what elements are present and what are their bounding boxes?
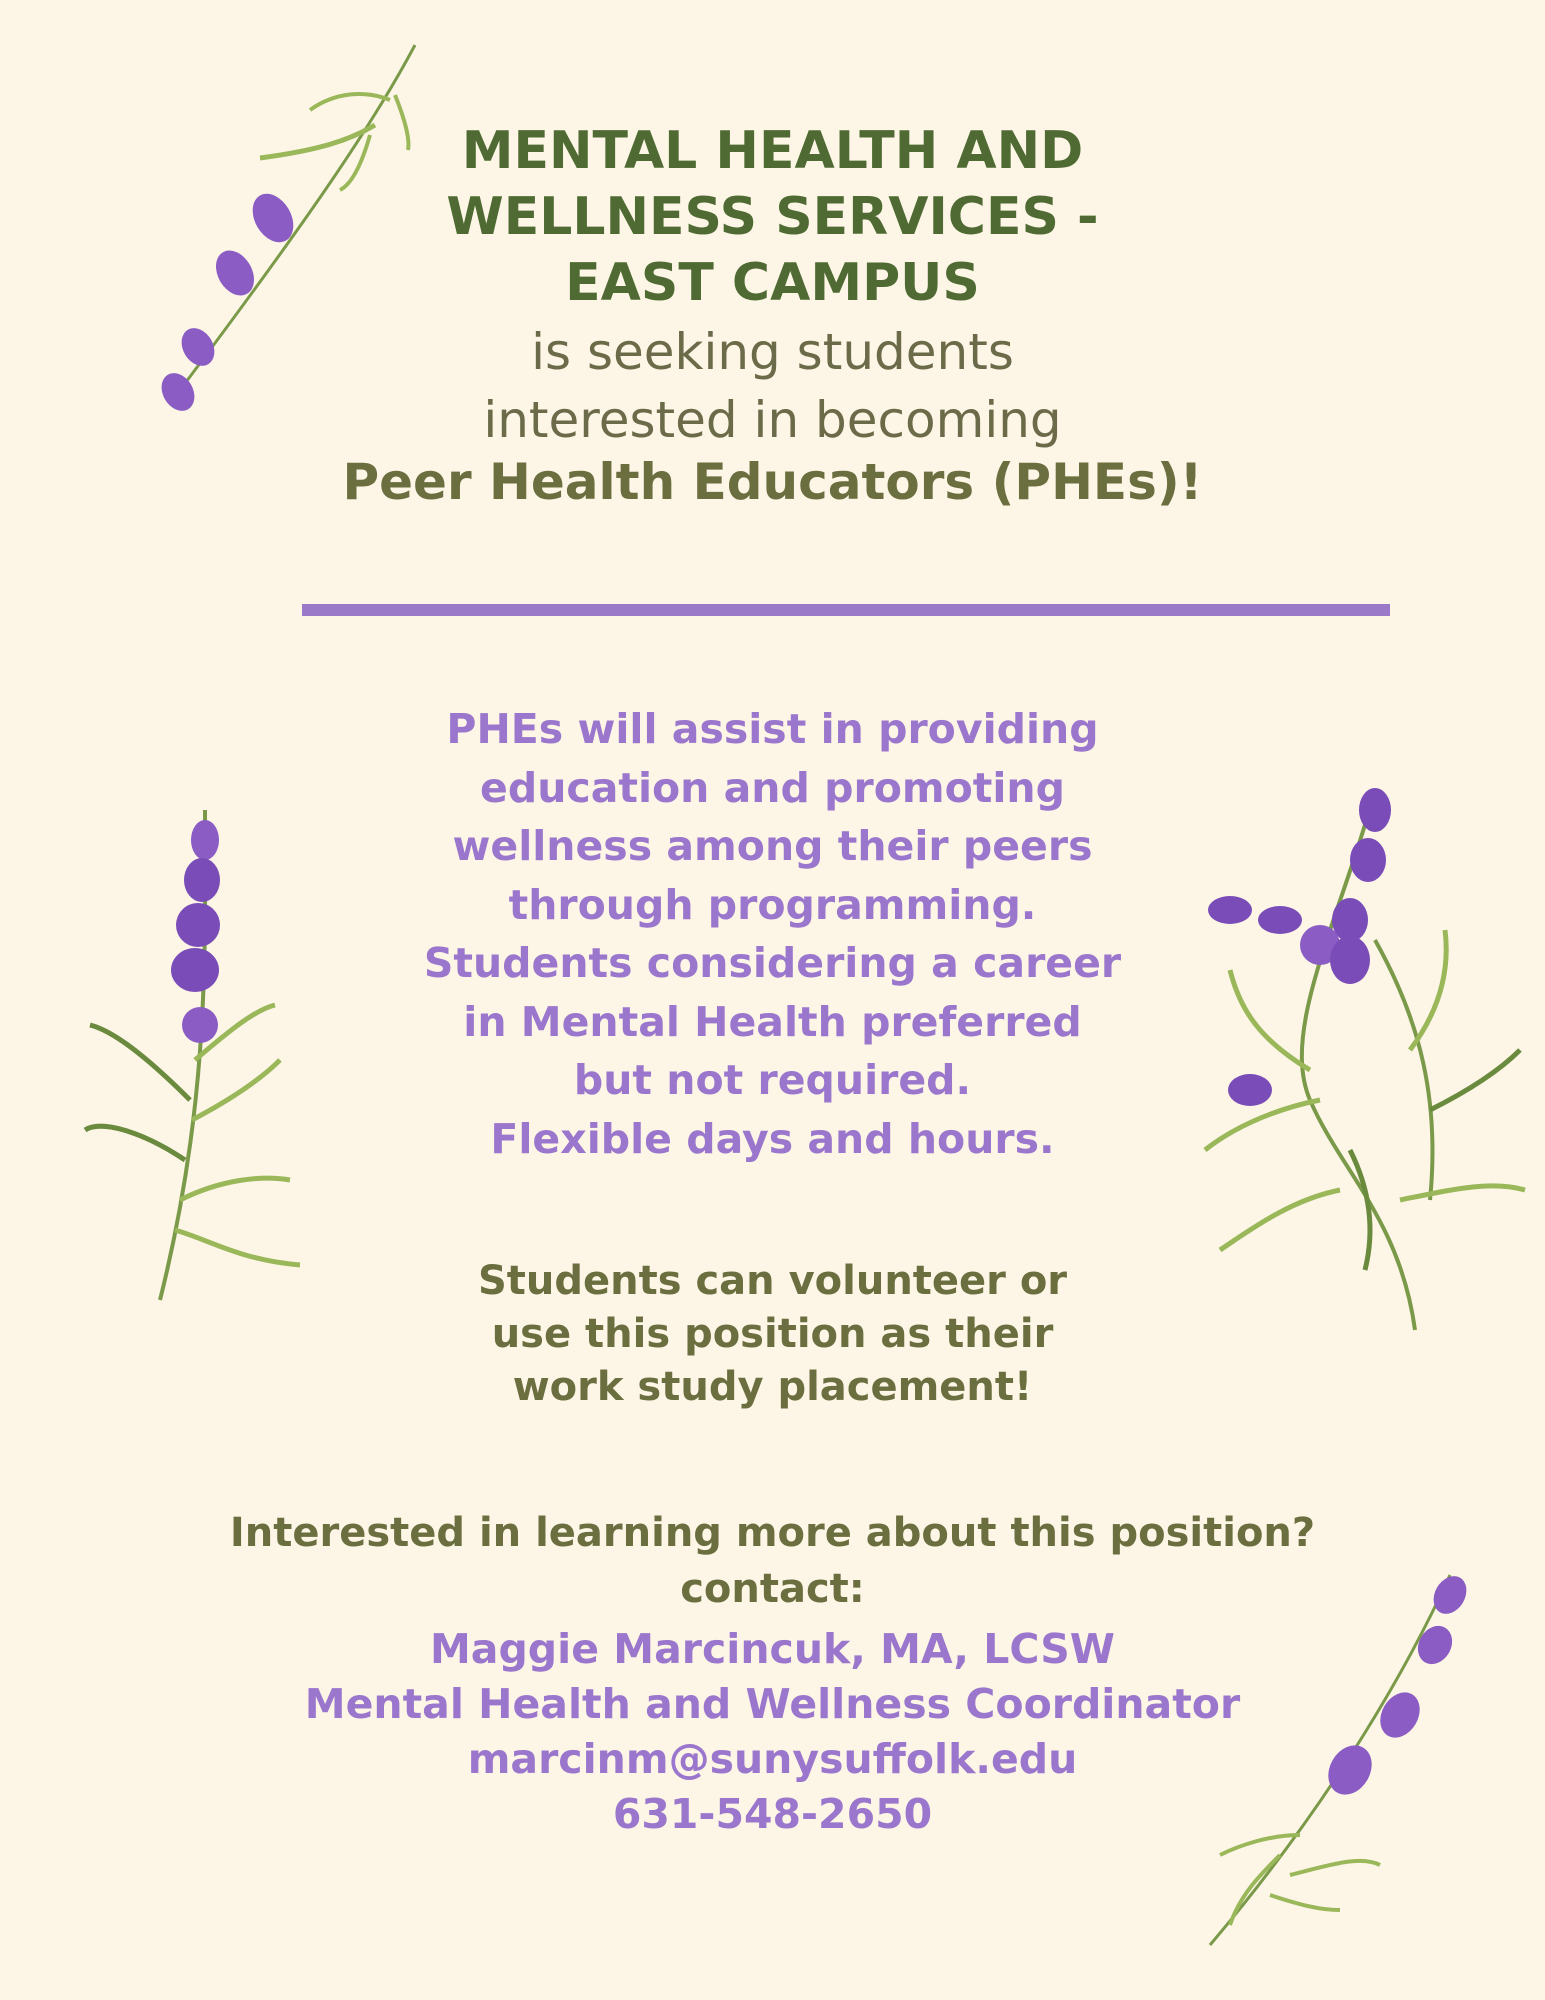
title-line: MENTAL HEALTH AND xyxy=(461,121,1084,181)
volunteer-note xyxy=(0,1255,1545,1414)
subtitle-line: is seeking students xyxy=(531,323,1014,381)
highlight-heading xyxy=(0,452,1545,512)
description-line: in Mental Health preferred xyxy=(463,997,1082,1046)
inquiry-line: contact: xyxy=(680,1566,865,1612)
description-line: Students considering a career xyxy=(423,939,1122,987)
description-line: but not required. xyxy=(573,1056,972,1104)
inquiry-prompt xyxy=(0,1505,1545,1617)
description-line: PHEs will assist in providing xyxy=(446,705,1099,753)
description-line: education and promoting xyxy=(480,763,1065,812)
description-line: through programming. xyxy=(508,880,1037,929)
description-line: wellness among their peers xyxy=(452,822,1093,870)
title-line: WELLNESS SERVICES - xyxy=(446,187,1099,247)
divider xyxy=(302,604,1390,616)
inquiry-line: Interested in learning more about this position? xyxy=(229,1510,1316,1556)
volunteer-line: work study placement! xyxy=(512,1364,1033,1410)
page-title xyxy=(0,118,1545,316)
volunteer-line: Students can volunteer or xyxy=(477,1258,1068,1304)
contact-block xyxy=(0,1622,1545,1842)
title-line: EAST CAMPUS xyxy=(565,253,980,313)
description xyxy=(0,700,1545,1168)
highlight-text: Peer Health Educators (PHEs)! xyxy=(342,453,1203,511)
contact-name: Maggie Marcincuk, MA, LCSW xyxy=(429,1625,1115,1673)
contact-email[interactable]: marcinm@sunysuffolk.edu xyxy=(467,1735,1078,1783)
contact-role: Mental Health and Wellness Coordinator xyxy=(304,1680,1241,1728)
contact-phone[interactable]: 631-548-2650 xyxy=(612,1790,933,1838)
volunteer-line: use this position as their xyxy=(491,1311,1054,1357)
subtitle xyxy=(0,318,1545,454)
description-line: Flexible days and hours. xyxy=(490,1114,1055,1163)
subtitle-line: interested in becoming xyxy=(483,391,1062,449)
